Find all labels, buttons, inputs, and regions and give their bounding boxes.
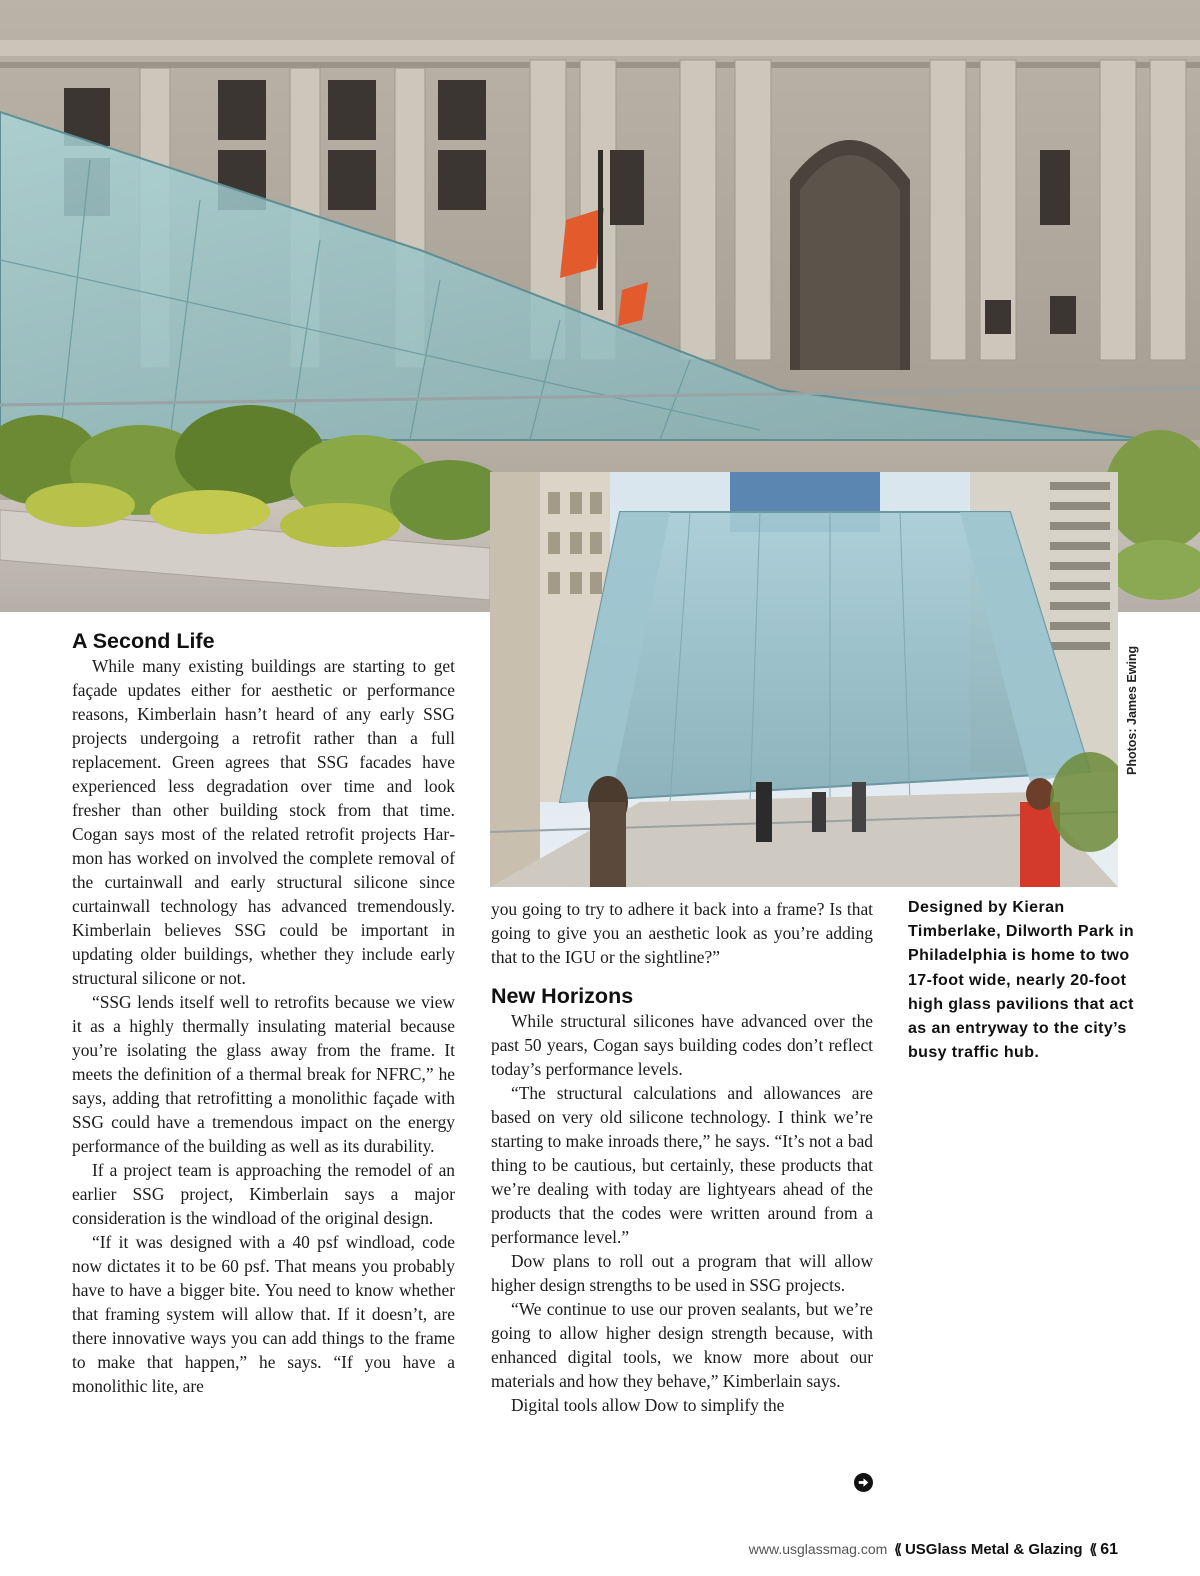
photo-credit: Photos: James Ewing [1125,645,1139,775]
paragraph: “SSG lends itself well to retrofits because we view it as a highly thermally insulating material because you’re isolating the glass away from the frame. It meets the definition of a thermal break for NFRC,” he says, adding that retrofitting a monolithic façade with SSG could have a tremendous impact on the energy performance of the building as well as its durability. [72,992,455,1156]
page-footer [600,1541,1118,1559]
section-heading-new-horizons: New Horizons [491,984,634,1008]
footer-url: www.usglassmag.com [748,1541,888,1557]
paragraph-continuation: you going to try to adhere it back into a frame? Is that going to give you an aesthetic look as you’re adding that to the IGU or the sightline?” [491,899,873,967]
photo-caption: Designed by Kieran Timberlake, Dilworth Park in Philadelphia is home to two 17-foot wide, nearly 20-foot high glass pavilions that act as an entryway to the city’s busy traffic hub. [908,899,1135,1062]
paragraph: “If it was designed with a 40 psf windload, code now dictates it to be 60 psf. That means you probably have to have a bigger bite. You need to know whether that framing system will allow that. If it doesn’t, are there innovative ways you can add things to the frame to make that happen,” he says. “If you have a monolithic lite, are [72,1232,455,1396]
footer-magazine-name: USGlass Metal & Glazing [904,1541,1083,1558]
pavilion-inset-photo [490,472,1118,887]
paragraph: Digital tools allow Dow to simplify the [511,1395,785,1415]
paragraph: “We continue to use our proven sealants, but we’re going to allow higher design strength because, with enhanced digital tools, we know more about our materials and how they behave,” Kimberlain says. [491,1299,873,1391]
footer-separator: ⟪ [894,1541,902,1557]
article-column-left [72,628,455,1398]
glass-pavilion-illustration [490,472,1118,887]
paragraph: If a project team is approaching the remodel of an earlier SSG project, Kimberlain says a major consideration is the windload of the original design. [72,1160,455,1228]
footer-separator: ⟪ [1089,1541,1098,1557]
section-heading-second-life: A Second Life [72,629,215,653]
page-number: 61 [1100,1541,1118,1558]
paragraph: Dow plans to roll out a program that will allow higher design strengths to be used in SSG projects. [491,1251,873,1295]
arrow-right-circle-icon [854,1473,873,1492]
article-column-middle [491,897,873,1417]
paragraph: While many existing buildings are starting to get façade updates either for aesthetic or performance reasons, Kimberlain hasn’t heard of any early SSG projects undergoing a retrofit rather than a full replacement. Green agrees that SSG facades have experienced less degradation over time and look fresher than other building stock from that time. Cogan says most of the related retrofit projects Harmon has worked on involved the complete removal of the curtainwall and early structural silicone since curtainwall technology has advanced tremendously. Kimberlain believes SSG could be important in updating older buildings, whether they include early structural silicone or not. [72,656,455,988]
paragraph: While structural silicones have advanced over the past 50 years, Cogan says building codes don’t reflect today’s performance levels. [491,1011,873,1079]
paragraph: “The structural calculations and allowances are based on very old silicone technology. I think we’re starting to make inroads there,” he says. “It’s not a bad thing to be cautious, but certainly, these products that we’re dealing with today are lightyears ahead of the products that the codes were written around from a performance level.” [491,1083,873,1247]
